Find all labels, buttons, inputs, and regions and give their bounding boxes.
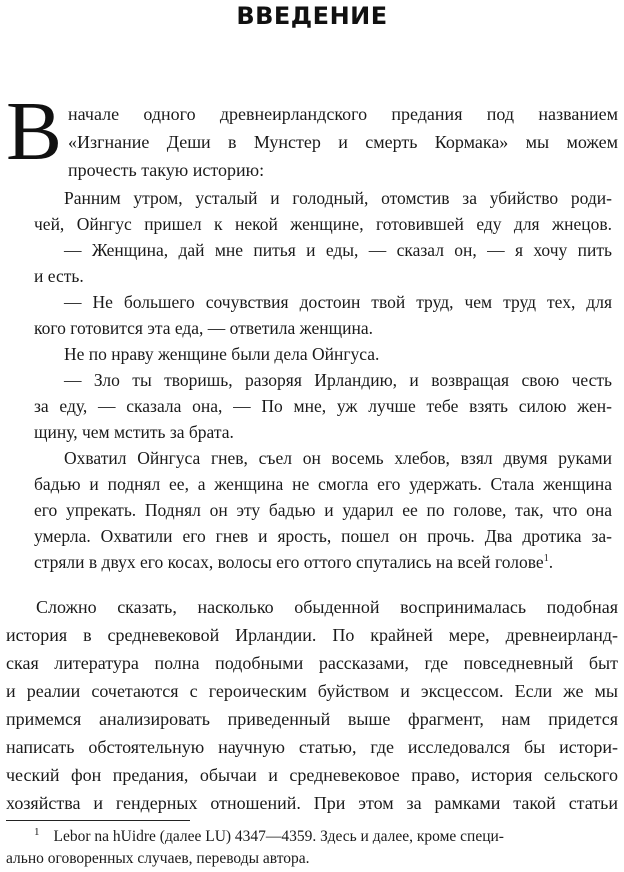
footnote-number: 1 — [34, 825, 40, 838]
quote-line: стряли в двух его косах, волосы его оттого спутались на всей голове$^1$. — [34, 552, 554, 572]
quote-line: Не по нраву женщине были дела Ойнгуса. — [64, 344, 380, 364]
body-line: написать обстоятельную научную статью, где исследовался бы истори- — [6, 737, 618, 757]
quote-line: бадью и поднял ее, а женщина не смогла его удержать. Стала женщина — [34, 474, 612, 494]
body-line: хозяйства и гендерных отношений. При этом за рамками такой статьи — [6, 793, 618, 813]
body-line: ская литература полна подобными рассказами, где повседневный быт — [6, 653, 618, 673]
body-line: примемся анализировать приведенный выше фрагмент, нам придется — [6, 709, 618, 729]
body-line: и реалии сочетаются с героическим буйством и эксцессом. Если же мы — [6, 681, 618, 701]
quote-line: Охватил Ойнгуса гнев, съел он восемь хлебов, взял двумя руками — [64, 448, 612, 468]
footnote-line: ально оговоренных случаев, переводы автора. — [6, 850, 310, 867]
footnote-reference[interactable]: 1 — [543, 553, 549, 565]
quote-last-text: стряли в двух его косах, волосы его оттого спутались на всей голове — [34, 552, 544, 572]
quote-line: Ранним утром, усталый и голодный, отомстив за убийство роди- — [64, 188, 612, 208]
quote-line: его упрекать. Поднял он эту бадью и ударил ее по голове, так, что она — [34, 500, 612, 520]
quote-line: за еду, — сказала она, — По мне, уж лучше тебе взять силою жен- — [34, 396, 612, 416]
quote-line: умерла. Охватили его гнев и ярость, пошел он прочь. Два дротика за- — [34, 526, 612, 546]
quote-line: — Женщина, дай мне питья и еды, — сказал он, — я хочу пить — [64, 240, 612, 260]
footnote-divider — [6, 820, 190, 821]
footnote-text: Lebor na hUidre (далее LU) 4347—4359. Здесь и далее, кроме специ- — [53, 828, 504, 845]
drop-cap: В — [6, 85, 63, 178]
intro-line: «Изгнание Деши в Мунстер и смерть Кормака» мы можем — [68, 132, 618, 152]
body-line: Сложно сказать, насколько обыденной воспринималась подобная — [36, 597, 618, 617]
body-line: история в средневековой Ирландии. По крайней мере, древнеирланд- — [6, 625, 618, 645]
chapter-heading: ВВЕДЕНИЕ — [236, 2, 388, 30]
intro-line: начале одного древнеирландского предания под названием — [68, 104, 618, 124]
quote-line: щину, чем мстить за брата. — [34, 422, 234, 442]
footnote-line — [34, 826, 504, 848]
quote-line: — Не большего сочувствия достоин твой труд, чем труд тех, для — [64, 292, 612, 312]
quote-line: чей, Ойнгус пришел к некой женщине, готовившей еду для жнецов. — [34, 214, 612, 234]
body-line: ческий фон предания, обычаи и средневековое право, история сельского — [6, 765, 618, 785]
quote-line: и есть. — [34, 266, 84, 286]
quote-line: кого готовится эта еда, — ответила женщина. — [34, 318, 374, 338]
quote-line: — Зло ты творишь, разоряя Ирландию, и возвращая свою честь — [64, 370, 612, 390]
intro-line: прочесть такую историю: — [68, 160, 265, 180]
